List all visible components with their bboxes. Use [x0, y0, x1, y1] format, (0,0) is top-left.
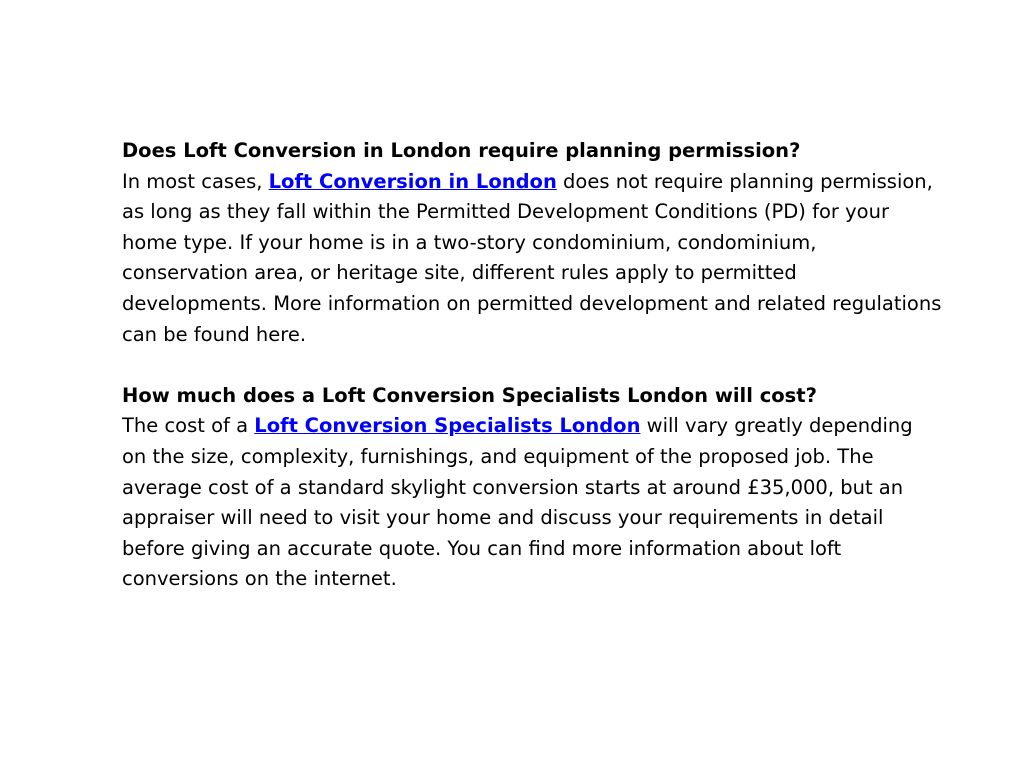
body-text-after: does not require planning permission, as long as they fall within the Permitted Development Conditions (PD) for your home type. If your home is in a two-story condominium, condominium, conservation area, or heritage site, different rules apply to permitted developments. More information on permitted development and related regulations can be found here.	[122, 169, 942, 346]
section-planning-permission	[122, 136, 942, 350]
body-text-before: The cost of a	[122, 414, 255, 438]
document-content	[122, 136, 942, 595]
section-cost	[122, 381, 942, 595]
section-heading: How much does a Loft Conversion Specialists London will cost?	[122, 383, 817, 407]
section-heading: Does Loft Conversion in London require planning permission?	[122, 139, 801, 162]
loft-conversion-specialists-link[interactable]: Loft Conversion Specialists London	[254, 414, 641, 438]
loft-conversion-london-link[interactable]: Loft Conversion in London	[268, 169, 557, 193]
section-body	[122, 167, 942, 351]
body-text-before: In most cases,	[122, 169, 269, 193]
section-body	[122, 411, 942, 595]
body-text-after: will vary greatly depending on the size, complexity, furnishings, and equipment of the proposed job. The average cost of a standard skylight conversion starts at around £35,000, but an appraiser will need to visit your home and discuss your requirements in detail before giving an accurate quote. You can find more information about loft conversions on the internet.	[122, 414, 913, 591]
